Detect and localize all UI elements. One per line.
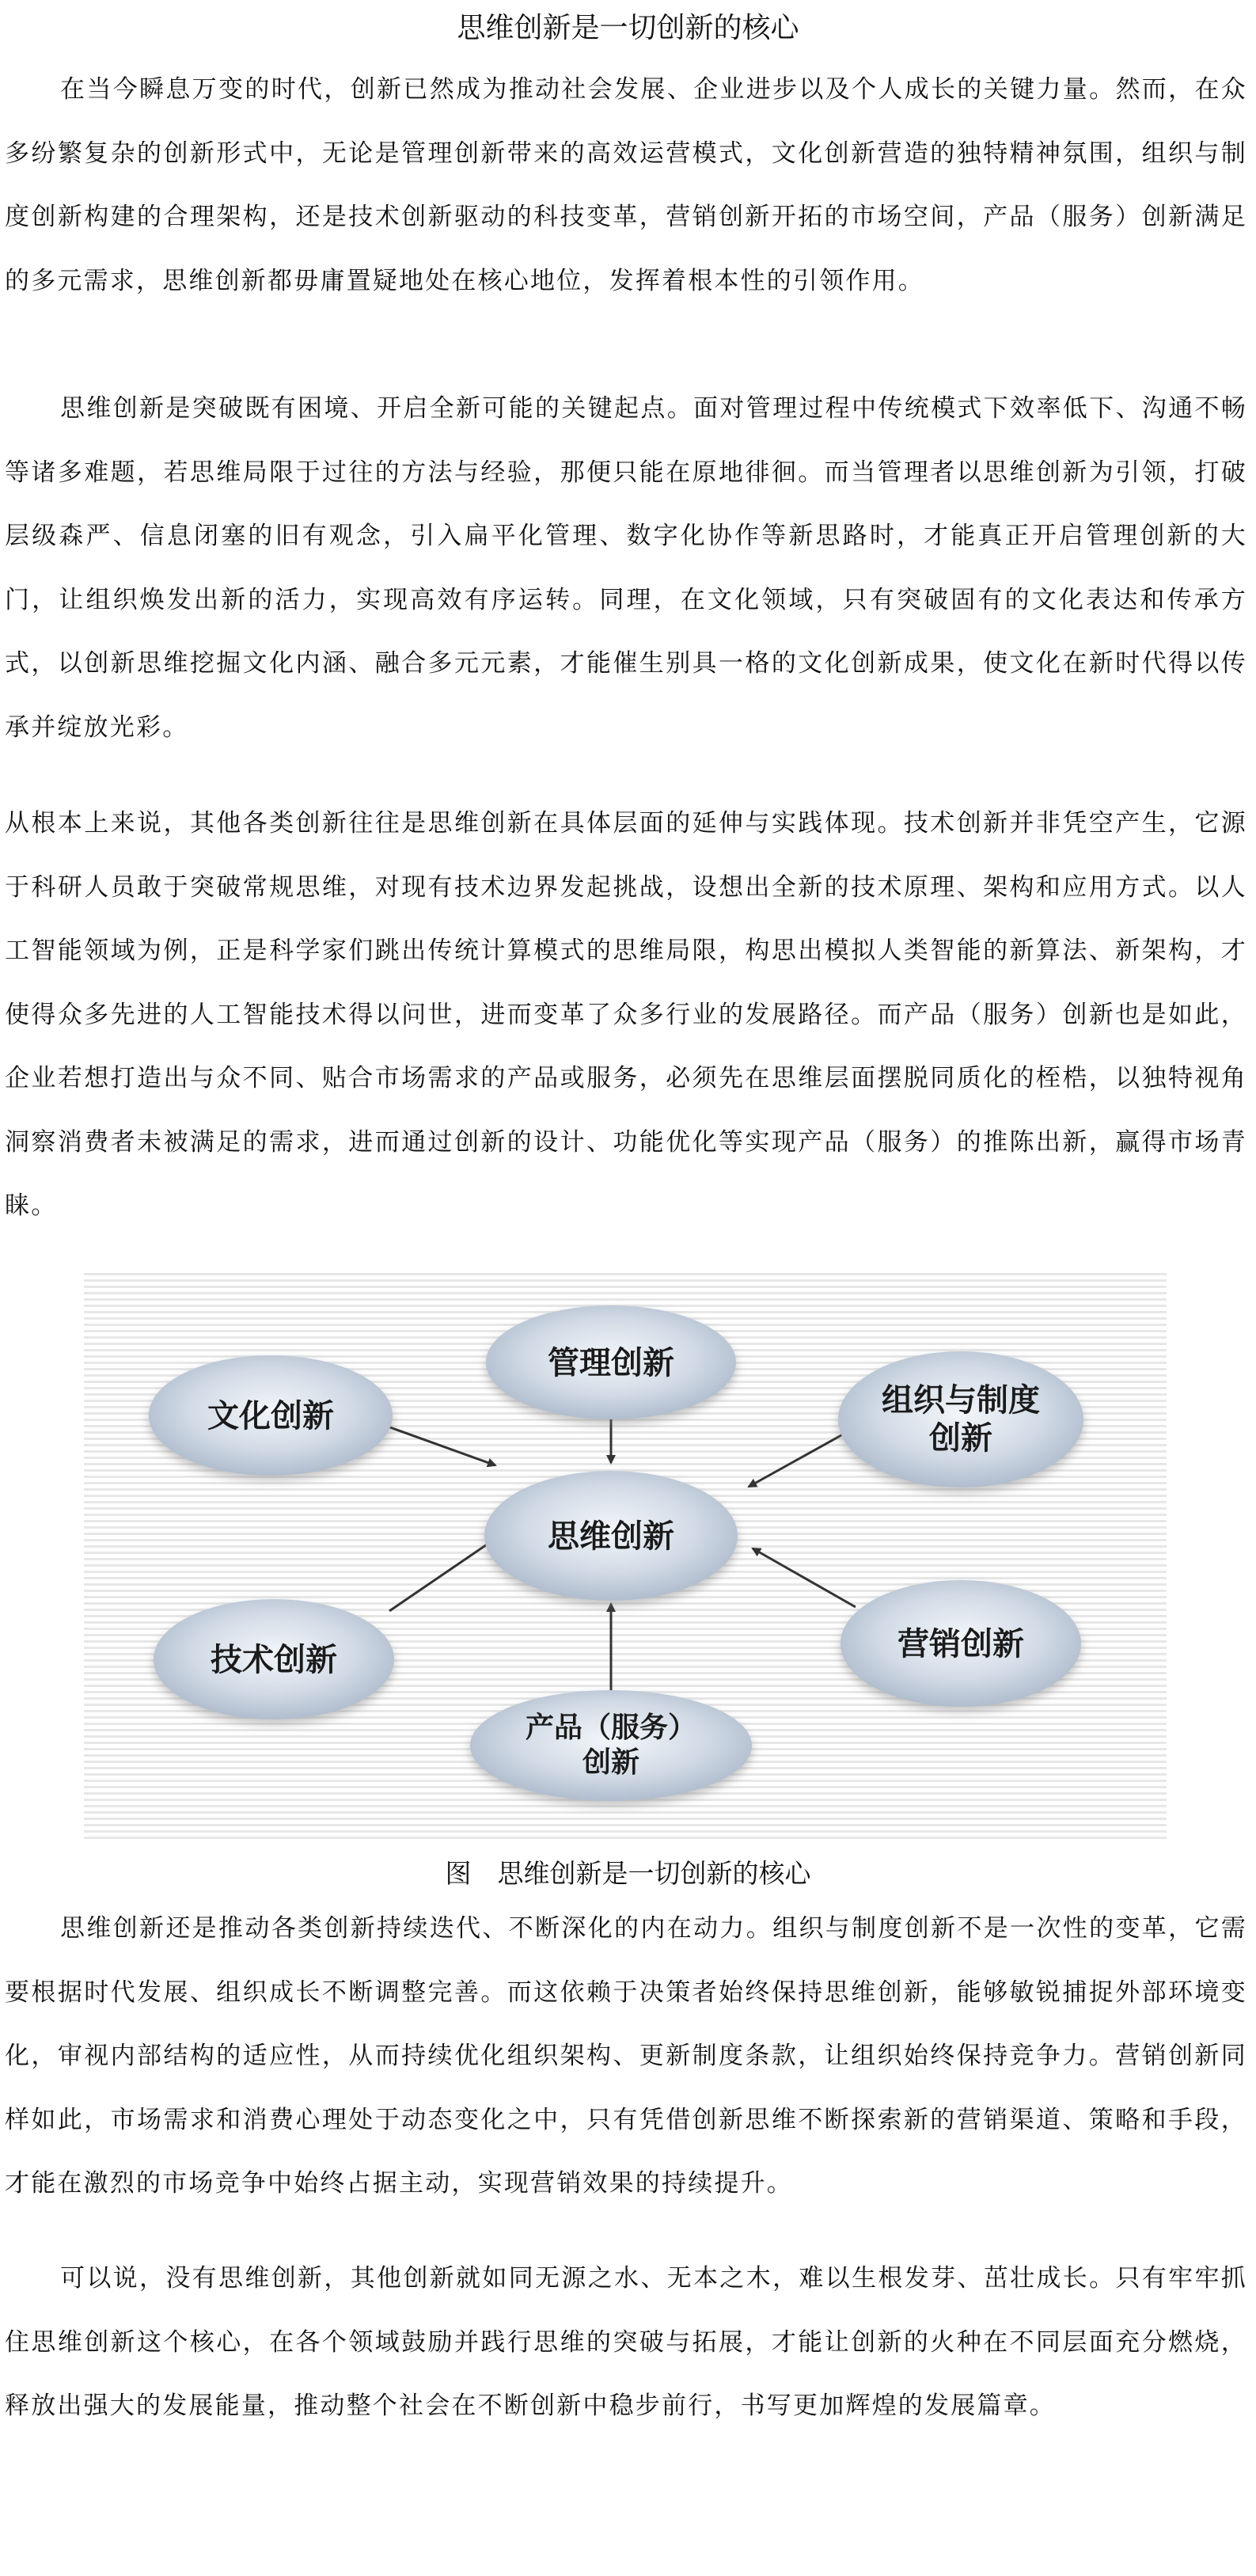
label-technology: 技术创新	[211, 1642, 337, 1678]
figure-caption: 图 思维创新是一切创新的核心	[445, 1858, 811, 1889]
label-center: 思维创新	[548, 1518, 674, 1555]
label-organization-line1: 组织与制度	[882, 1382, 1040, 1419]
paragraph-4: 思维创新还是推动各类创新持续迭代、不断深化的内在动力。组织与制度创新不是一次性的变革，它需要根据时代发展、组织成长不断调整完善。而这依赖于决策者始终保持思维创新，能够敏锐捕捉外部环境变化，审视内部结构的适应性，从而持续优化组织架构、更新制度条款，让组织始终保持竞争力。营销创新同样如此，市场需求和消费心理处于动态变化之中，只有凭借创新思维不断探索新的营销渠道、策略和手段，才能在激烈的市场竞争中始终占据主动，实现营销效果的持续提升。	[5, 1914, 1247, 2198]
label-product-line2: 创新	[582, 1746, 640, 1779]
label-marketing: 营销创新	[897, 1626, 1024, 1662]
document-title: 思维创新是一切创新的核心	[457, 12, 799, 44]
paragraph-5: 可以说，没有思维创新，其他创新就如同无源之水、无本之木，难以生根发芽、茁壮成长。只有牢牢抓住思维创新这个核心，在各个领域鼓励并践行思维的突破与拓展，才能让创新的火种在不同层面充分燃烧，释放出强大的发展能量，推动整个社会在不断创新中稳步前行，书写更加辉煌的发展篇章。	[5, 2264, 1247, 2420]
paragraph-1: 在当今瞬息万变的时代，创新已然成为推动社会发展、企业进步以及个人成长的关键力量。然而，在众多纷繁复杂的创新形式中，无论是管理创新带来的高效运营模式，文化创新营造的独特精神氛围，组织与制度创新构建的合理架构，还是技术创新驱动的科技变革，营销创新开拓的市场空间，产品（服务）创新满足的多元需求，思维创新都毋庸置疑地处在核心地位，发挥着根本性的引领作用。	[5, 75, 1247, 295]
node-product	[470, 1690, 752, 1801]
label-culture: 文化创新	[207, 1398, 334, 1434]
diagram-canvas	[84, 1273, 1167, 1843]
label-management: 管理创新	[548, 1345, 674, 1381]
label-product-line1: 产品（服务）	[525, 1712, 697, 1744]
node-organization	[838, 1351, 1083, 1487]
innovation-diagram	[84, 1273, 1167, 1843]
paragraph-2: 思维创新是突破既有困境、开启全新可能的关键起点。面对管理过程中传统模式下效率低下、沟通不畅等诸多难题，若思维局限于过往的方法与经验，那便只能在原地徘徊。而当管理者以思维创新为引领，打破层级森严、信息闭塞的旧有观念，引入扁平化管理、数字化协作等新思路时，才能真正开启管理创新的大门，让组织焕发出新的活力，实现高效有序运转。同理，在文化领域，只有突破固有的文化表达和传承方式，以创新思维挖掘文化内涵、融合多元元素，才能催生别具一格的文化创新成果，使文化在新时代得以传承并绽放光彩。	[5, 394, 1247, 742]
label-organization-line2: 创新	[929, 1420, 992, 1457]
paragraph-3: 从根本上来说，其他各类创新往往是思维创新在具体层面的延伸与实践体现。技术创新并非凭空产生，它源于科研人员敢于突破常规思维，对现有技术边界发起挑战，设想出全新的技术原理、架构和应用方式。以人工智能领域为例，正是科学家们跳出传统计算模式的思维局限，构思出模拟人类智能的新算法、新架构，才使得众多先进的人工智能技术得以问世，进而变革了众多行业的发展路径。而产品（服务）创新也是如此，企业若想打造出与众不同、贴合市场需求的产品或服务，必须先在思维层面摆脱同质化的桎梏，以独特视角洞察消费者未被满足的需求，进而通过创新的设计、功能优化等实现产品（服务）的推陈出新，赢得市场青睐。	[5, 809, 1247, 1220]
